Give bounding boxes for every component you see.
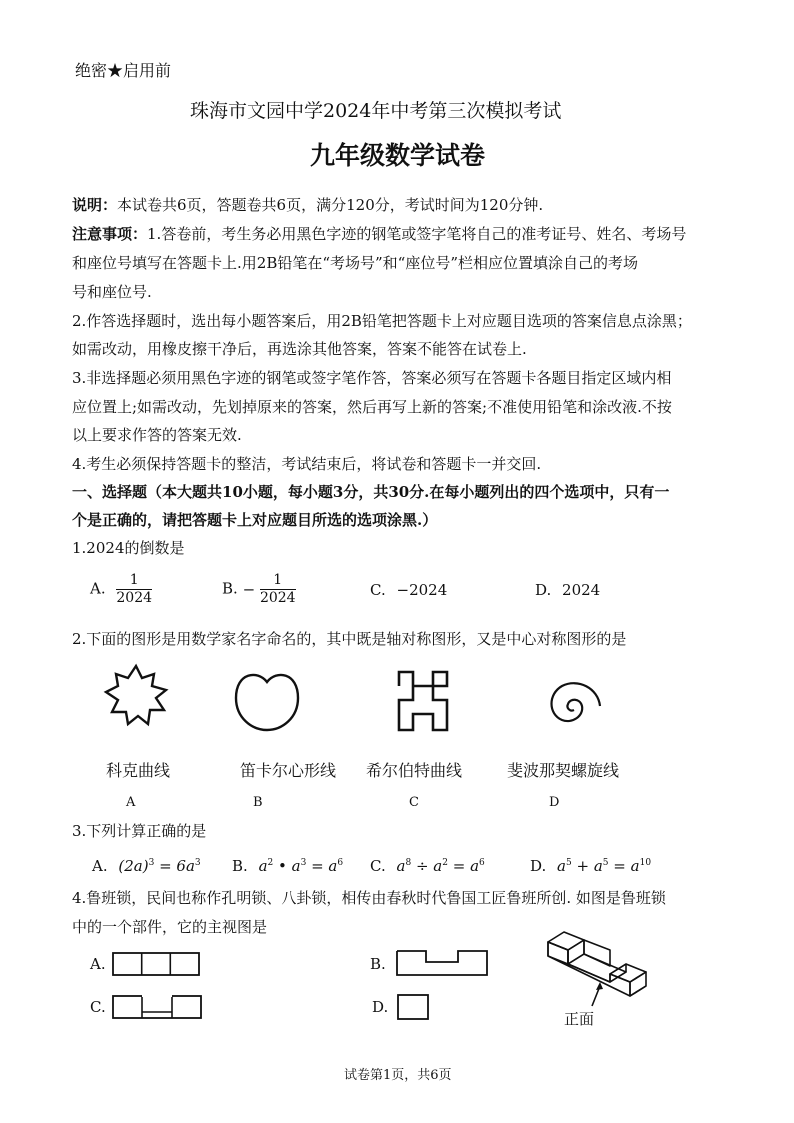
q2-caption-b: 笛卡尔心形线: [240, 761, 337, 780]
note2-line-a: 2.作答选择题时，选出每小题答案后，用2B铅笔把答题卡上对应题目选项的答案信息点涂黑；: [72, 312, 692, 330]
q2-letter-a: A: [126, 795, 136, 810]
q3-d-sup2: 5: [602, 858, 609, 868]
q3-c-expr2: ÷ a: [411, 857, 443, 875]
q3-d-expr3: = a: [608, 857, 640, 875]
q3-c-sup1: 8: [405, 858, 412, 868]
q3-a-expr2: = 6a: [154, 857, 195, 875]
desc-text: 本试卷共6页，答题卷共6页，满分120分，考试时间为120分钟.: [117, 196, 544, 214]
desc-line: [72, 194, 543, 216]
q2-caption-c: 希尔伯特曲线: [366, 761, 463, 780]
koch-snowflake-icon: [100, 662, 172, 730]
q3-stem: 3.下列计算正确的是: [72, 822, 207, 840]
q4-a-label: A.: [90, 955, 106, 973]
note4-line: 4.考生必须保持答题卡的整洁，考试结束后，将试卷和答题卡一并交回.: [72, 455, 542, 473]
q4-stem-b: 中的一个部件，它的主视图是: [72, 918, 268, 936]
q3-c-sup2: 2: [442, 858, 448, 868]
q3-c-label: C.: [370, 857, 386, 875]
q1-option-d: [535, 581, 600, 599]
note3-line-a: 3.非选择题必须用黑色字迹的钢笔或签字笔作答，答案必须写在答题卡各题目指定区域内相: [72, 369, 672, 387]
luban-lock-piece-icon: [544, 920, 674, 1012]
q4-d-label: D.: [372, 998, 389, 1016]
q3-b-label: B.: [232, 857, 248, 875]
fibonacci-spiral-icon: [530, 670, 604, 732]
q2-caption-d: 斐波那契螺旋线: [507, 761, 620, 780]
q3-d-sup1: 5: [566, 858, 572, 868]
q3-b-sup3: 6: [337, 858, 344, 868]
q4-option-b-view: [396, 950, 488, 976]
q1-a-num: 1: [116, 572, 152, 590]
q3-a-label: A.: [92, 857, 108, 875]
q3-d-expr1: a: [557, 857, 566, 875]
q3-option-b: [232, 857, 343, 875]
q3-option-c: [370, 857, 485, 875]
note1-text-a: 1.答卷前，考生务必用黑色字迹的钢笔或签字笔将自己的准考证号、姓名、考场号: [147, 225, 687, 243]
q2-letter-b: B: [253, 795, 263, 810]
cardioid-icon: [232, 668, 302, 734]
q3-d-label: D.: [530, 857, 547, 875]
q3-b-sup1: 2: [267, 858, 274, 868]
section1-line-a: 一、选择题（本大题共10小题，每小题3分，共30分.在每小题列出的四个选项中，只有一: [72, 483, 670, 501]
note1-line-c: 号和座位号.: [72, 283, 152, 301]
note2-line-b: 如需改动，用橡皮擦干净后，再选涂其他答案，答案不能答在试卷上.: [72, 340, 527, 358]
q3-c-expr3: = a: [447, 857, 480, 875]
q3-option-d: [530, 857, 651, 875]
q2-letter-d: D: [549, 795, 560, 810]
school-title: 珠海市文园中学2024年中考第三次模拟考试: [190, 100, 562, 122]
hilbert-curve-icon: [395, 668, 451, 734]
q3-option-a: [92, 857, 201, 875]
q1-c-value: −2024: [396, 581, 448, 599]
q3-a-sup1: 3: [148, 858, 155, 868]
q1-a-den: 2024: [116, 590, 153, 606]
q2-letter-c: C: [409, 795, 419, 810]
page-footer: 试卷第1页，共6页: [344, 1068, 452, 1083]
q3-d-sup3: 10: [639, 858, 652, 868]
q4-option-c-view: [112, 995, 202, 1019]
paper-title: 九年级数学试卷: [310, 141, 486, 170]
q3-b-expr2: • a: [273, 857, 301, 875]
q4-b-label: B.: [370, 955, 386, 973]
q1-d-label: D.: [535, 581, 552, 599]
q1-a-label: A.: [90, 579, 106, 598]
note3-line-b: 应位置上;如需改动，先划掉原来的答案，然后再写上新的答案;不准使用铅笔和涂改液.不按: [72, 398, 672, 416]
q1-option-c: [370, 581, 447, 599]
q1-b-num: 1: [260, 572, 296, 590]
q1-a-fraction: [116, 572, 152, 607]
secret-label: 绝密★启用前: [75, 61, 172, 80]
q1-option-a: [90, 572, 152, 607]
q2-stem: 2.下面的图形是用数学家名字命名的，其中既是轴对称图形，又是中心对称图形的是: [72, 630, 627, 648]
q1-b-den: 2024: [259, 590, 296, 606]
q3-a-expr1: (2a): [118, 857, 149, 875]
q1-b-label: B.: [222, 579, 238, 598]
notes-label: 注意事项：: [72, 225, 148, 243]
q3-d-expr2: + a: [571, 857, 603, 875]
q1-d-value: 2024: [562, 581, 601, 599]
q1-stem: 1.2024的倒数是: [72, 539, 185, 557]
q4-stem-a: 4.鲁班锁，民间也称作孔明锁、八卦锁，相传由春秋时代鲁国工匠鲁班所创. 如图是鲁班锁: [72, 889, 666, 907]
q3-c-expr1: a: [396, 857, 406, 875]
q4-option-a-view: [112, 952, 200, 976]
q1-c-label: C.: [370, 581, 386, 599]
q3-a-sup2: 3: [194, 858, 201, 868]
q2-caption-a: 科克曲线: [106, 761, 171, 780]
q3-b-sup2: 3: [300, 858, 307, 868]
q4-option-d-view: [397, 994, 429, 1020]
q1-b-sign: −: [242, 580, 256, 599]
note1-line-b: 和座位号填写在答题卡上.用2B铅笔在“考场号”和“座位号”栏相应位置填涂自己的考场: [72, 254, 639, 272]
note3-line-c: 以上要求作答的答案无效.: [72, 426, 242, 444]
q4-c-label: C.: [90, 998, 106, 1016]
q1-option-b: [222, 572, 296, 607]
front-view-label: 正面: [564, 1010, 595, 1028]
q1-b-fraction: [260, 572, 296, 607]
q3-b-expr3: = a: [306, 857, 338, 875]
q3-b-expr1: a: [258, 857, 268, 875]
desc-label: 说明：: [72, 196, 118, 214]
note1-line-a: [72, 223, 686, 245]
q3-c-sup3: 6: [479, 858, 485, 868]
section1-line-b: 个是正确的，请把答题卡上对应题目所选的选项涂黑.）: [72, 511, 438, 529]
